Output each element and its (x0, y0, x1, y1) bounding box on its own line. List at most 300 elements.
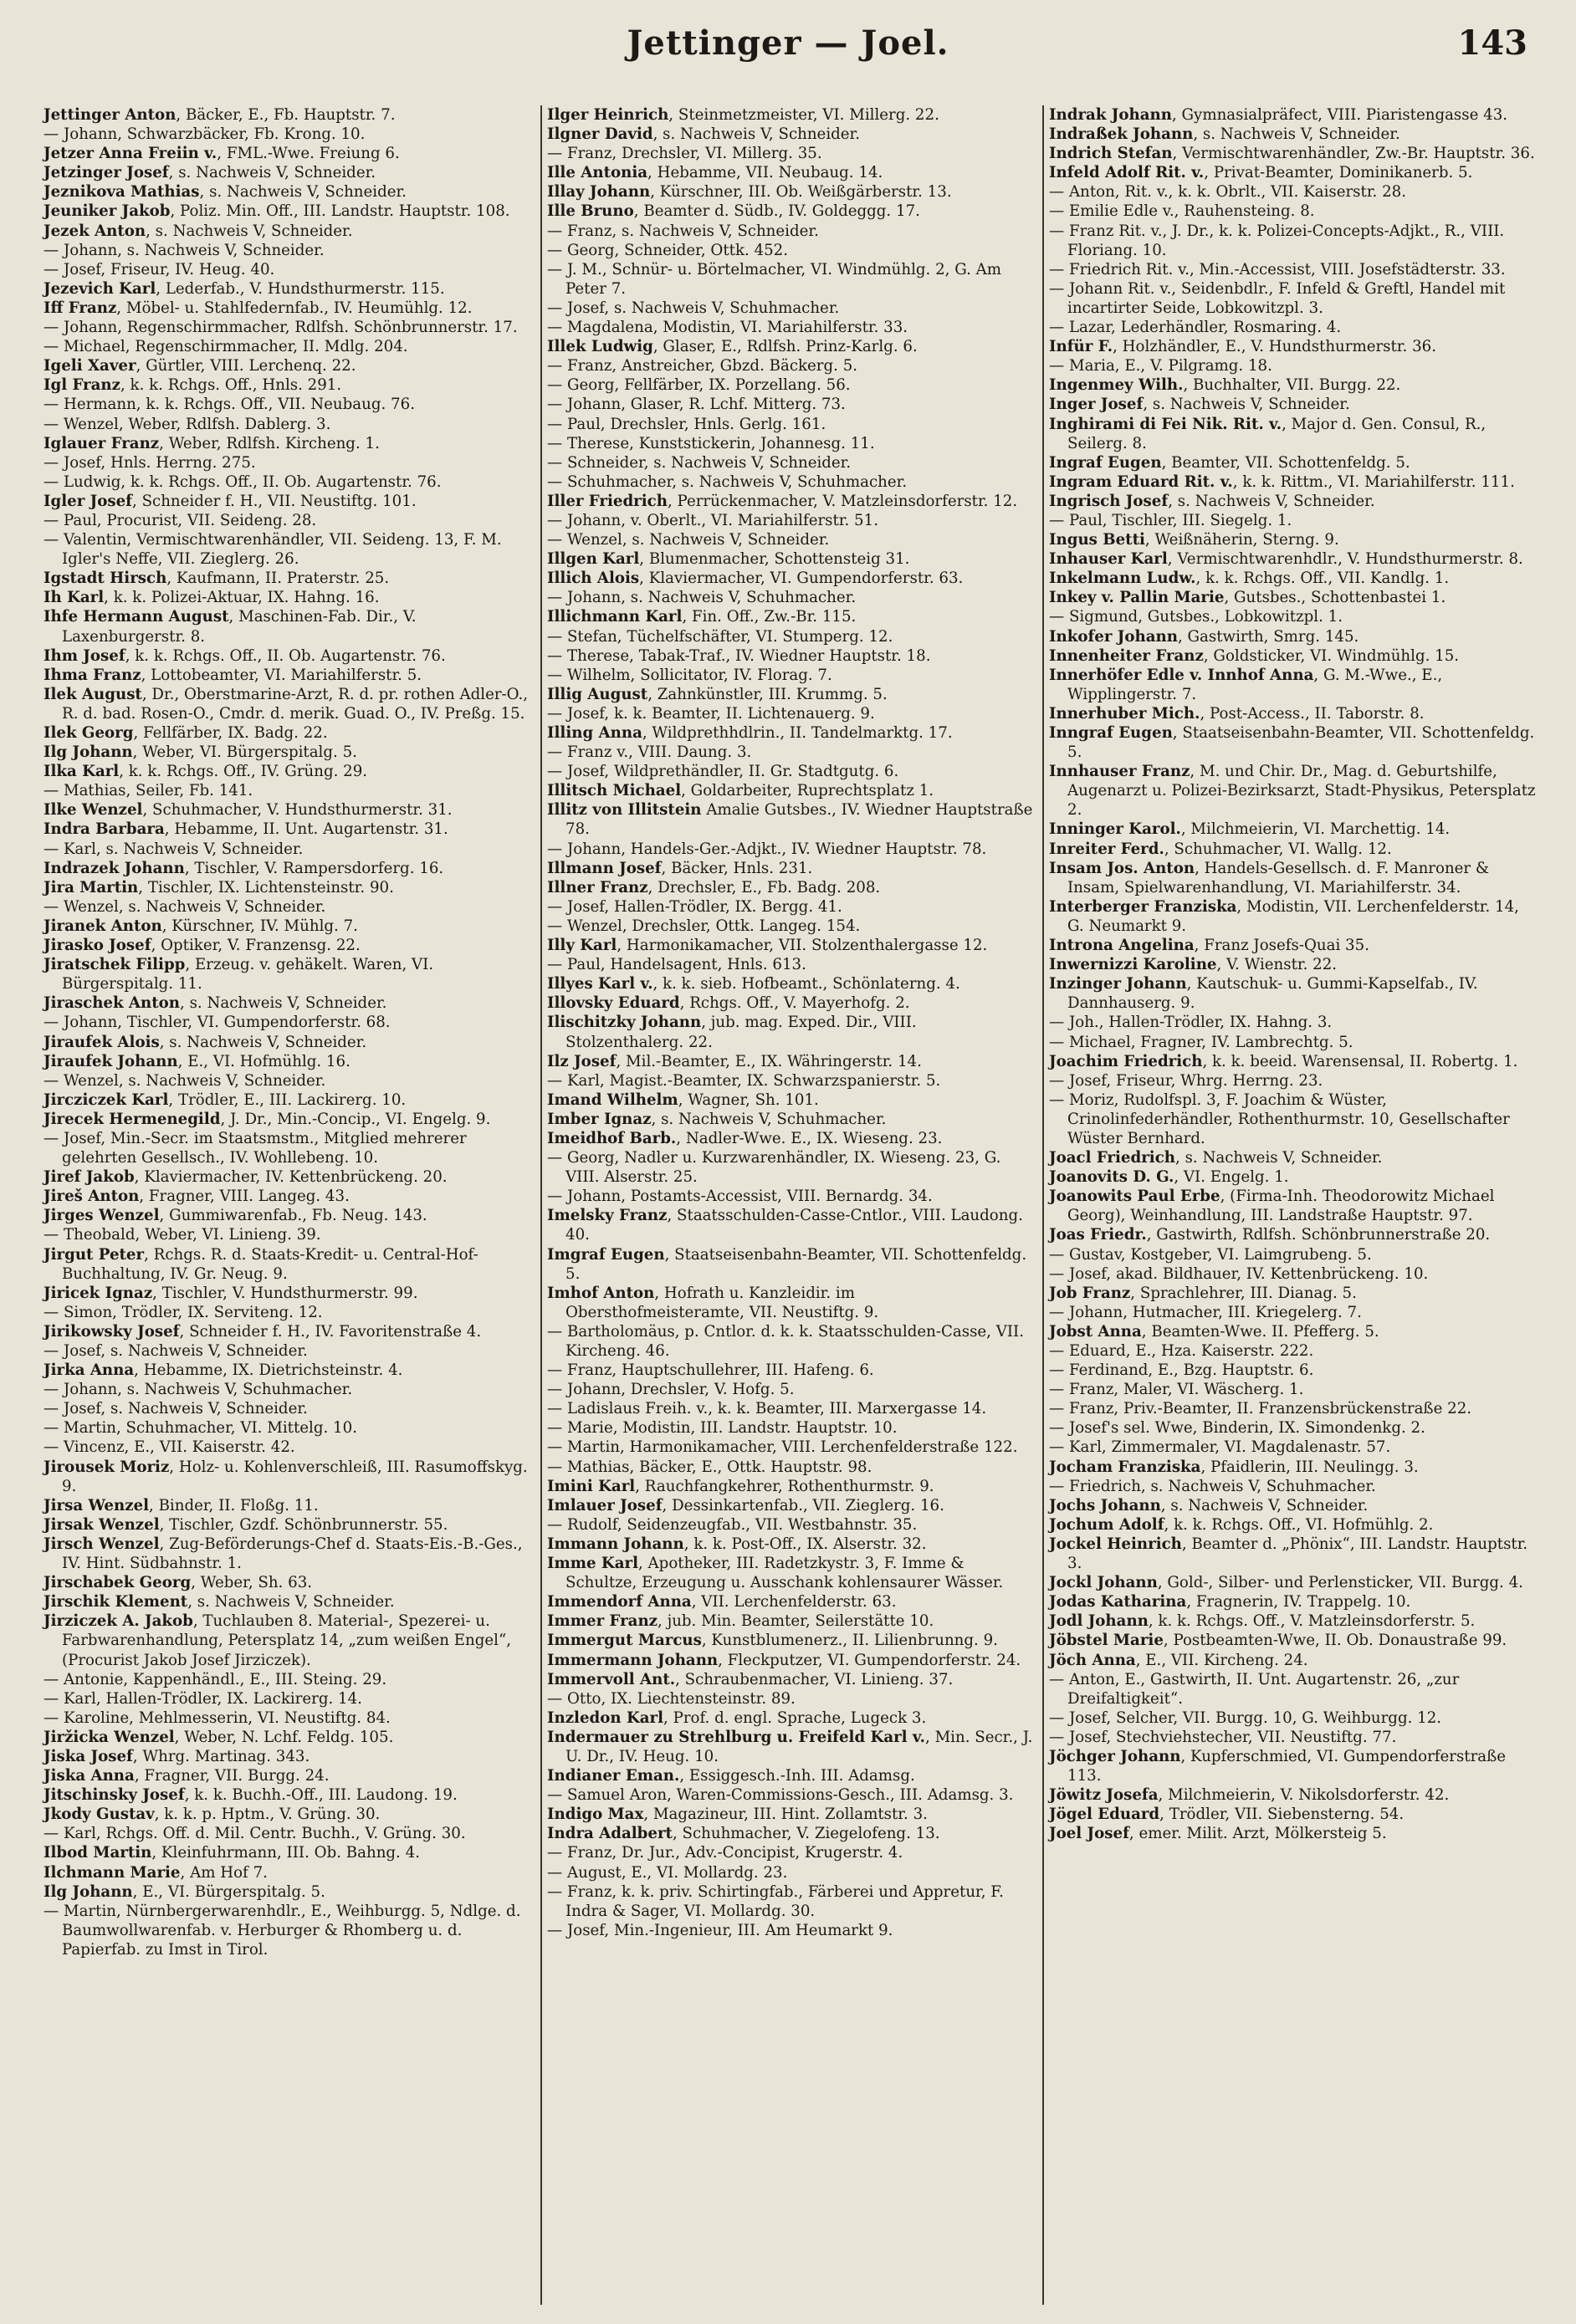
directory-entry (1049, 415, 1536, 453)
directory-entry (1049, 1245, 1536, 1264)
directory-entry (547, 1824, 1034, 1843)
entry-name: Jiref Jakob (43, 1168, 135, 1187)
directory-entry (1049, 105, 1536, 125)
entry-details: , Weber, Rdlfsh. Kircheng. 1. (159, 434, 380, 452)
entry-name: Jezek Anton (43, 222, 146, 240)
directory-entry (1049, 202, 1536, 221)
entry-details: , s. Nachweis V, Schneider. (146, 222, 353, 240)
directory-entry (547, 511, 1034, 530)
entry-details: , Zahnkünstler, III. Krummg. 5. (647, 685, 888, 703)
directory-entry (1049, 356, 1536, 375)
directory-entry (43, 1843, 532, 1862)
entry-details: , Fragner, VIII. Langeg. 43. (139, 1188, 350, 1206)
directory-entry (547, 762, 1034, 781)
entry-details: , Beamten-Wwe. II. Pfefferg. 5. (1141, 1322, 1379, 1341)
directory-entry (547, 434, 1034, 453)
entry-name: Jirgut Peter (43, 1245, 145, 1264)
directory-entry (547, 1535, 1034, 1554)
entry-details: , k. k. Rchgs. Off., II. Ob. Augartenstr. 76. (125, 646, 446, 665)
entry-details: , Fellfärber, IX. Badg. 22. (133, 724, 328, 742)
directory-entry (1049, 840, 1536, 859)
directory-entry (547, 202, 1034, 221)
entry-details: — Josef, s. Nachweis V, Schneider. (43, 1400, 308, 1418)
entry-name: Jiratschek Filipp (43, 956, 186, 974)
directory-entry (43, 1670, 532, 1689)
entry-name: Infür F. (1049, 338, 1113, 356)
directory-entry (1049, 1090, 1536, 1148)
entry-details: — Otto, IX. Liechtensteinstr. 89. (547, 1689, 796, 1708)
entry-name: Igl Franz (43, 376, 120, 395)
entry-details: , Hofrath u. Kanzleidir. im Obersthofmeisteramte, VII. Neustiftg. 9. (565, 1284, 879, 1321)
entry-details: , s. Nachweis V, Schneider. (1143, 396, 1350, 414)
directory-entry (43, 1052, 532, 1071)
entry-name: Inkey v. Pallin Marie (1049, 589, 1225, 607)
directory-entry (1049, 318, 1536, 337)
directory-entry (547, 144, 1034, 163)
entry-details: — Sigmund, Gutsbes., Lobkowitzpl. 1. (1049, 608, 1343, 626)
directory-entry (43, 356, 532, 375)
entry-name: Indermauer zu Strehlburg u. Freifeld Karl v. (547, 1728, 925, 1746)
directory-entry (547, 1515, 1034, 1535)
directory-entry (1049, 646, 1536, 666)
directory-entry (43, 820, 532, 839)
entry-details: , Post-Access., II. Taborstr. 8. (1200, 704, 1425, 723)
column-3 (1042, 105, 1544, 2305)
entry-name: Inninger Karol. (1049, 820, 1181, 839)
entry-name: Ilka Karl (43, 763, 120, 781)
directory-entry (43, 1167, 532, 1187)
directory-entry (1049, 1071, 1536, 1090)
entry-details: , s. Nachweis V, Schneider. (199, 183, 407, 202)
entry-name: Jochum Adolf (1049, 1515, 1164, 1534)
entry-name: Igeli Xaver (43, 357, 136, 375)
entry-name: Illitz von Illitstein (547, 801, 702, 820)
directory-entry (1049, 453, 1536, 472)
directory-entry (547, 781, 1034, 800)
directory-entry (43, 1129, 532, 1167)
directory-entry (1049, 1322, 1536, 1341)
entry-details: , Staatsschulden-Casse-Cntlor., VIII. Laudong. 40. (565, 1207, 1023, 1244)
entry-name: Jocham Franziska (1049, 1458, 1201, 1476)
directory-entry (1049, 375, 1536, 395)
directory-entry (547, 1129, 1034, 1148)
entry-details: — Johann Rit. v., Seidenbdlr., F. Infeld & Greftl, Handel mit incartirter Seide, Lobkowitzpl. 3. (1049, 279, 1506, 317)
directory-entry (547, 241, 1034, 260)
entry-name: Job Franz (1049, 1284, 1131, 1302)
entry-details: — Simon, Trödler, IX. Serviteng. 12. (43, 1303, 323, 1321)
entry-details: — Johann, s. Nachweis V, Schuhmacher. (43, 1381, 353, 1399)
directory-entry (1049, 1515, 1536, 1535)
entry-name: Inkofer Johann (1049, 627, 1178, 646)
entry-name: Imlauer Josef (547, 1496, 663, 1514)
directory-entry (43, 685, 532, 723)
entry-name: Immervoll Ant. (547, 1670, 676, 1688)
entry-details: , Lottobeamter, VI. Mariahilferstr. 5. (141, 666, 422, 684)
entry-details: — Mathias, Seiler, Fb. 141. (43, 782, 253, 800)
entry-name: Jirschabek Georg (43, 1574, 192, 1592)
entry-name: Ilchmann Marie (43, 1863, 181, 1882)
directory-entry (547, 666, 1034, 685)
directory-entry (1049, 1284, 1536, 1303)
directory-entry (547, 1477, 1034, 1496)
directory-entry (43, 878, 532, 897)
entry-name: Jkody Gustav (43, 1806, 155, 1824)
entry-details: — Stefan, Tüchelfschäfter, VI. Stumperg. 12. (547, 627, 893, 646)
directory-entry (43, 299, 532, 318)
entry-details: , s. Nachweis V, Schneider. (1175, 1149, 1383, 1167)
entry-name: Jodl Johann (1049, 1612, 1149, 1631)
directory-entry (43, 1303, 532, 1322)
entry-name: Jockel Heinrich (1049, 1535, 1182, 1553)
entry-details: , Postbeamten-Wwe, II. Ob. Donaustraße 99. (1163, 1632, 1507, 1650)
entry-details: , k. k. Post-Off., IX. Alserstr. 32. (683, 1535, 927, 1553)
entry-details: , Weber, Sh. 63. (191, 1574, 313, 1592)
entry-name: Jöwitz Josefa (1049, 1786, 1159, 1805)
directory-entry (547, 897, 1034, 917)
entry-details: — Bartholomäus, p. Cntlor. d. k. k. Staatsschulden-Casse, VII. Kircheng. 46. (547, 1322, 1025, 1360)
directory-entry (43, 1709, 532, 1728)
entry-name: Ilek Georg (43, 724, 134, 742)
directory-entry (43, 182, 532, 202)
entry-details: — Gustav, Kostgeber, VI. Laimgrubeng. 5. (1049, 1245, 1372, 1264)
directory-entry (547, 800, 1034, 839)
entry-name: Indrak Johann (1049, 106, 1172, 124)
directory-entry (547, 1438, 1034, 1457)
directory-entry (43, 955, 532, 993)
directory-entry (43, 453, 532, 472)
entry-name: Jiricek Ignaz (43, 1284, 153, 1302)
directory-entry (43, 511, 532, 530)
directory-entry (43, 1592, 532, 1611)
directory-entry (1049, 1187, 1536, 1225)
entry-details: , Hebamme, II. Unt. Augartenstr. 31. (164, 820, 448, 839)
entry-details: — Josef, Hallen-Trödler, IX. Bergg. 41. (547, 897, 842, 916)
directory-entry (43, 1361, 532, 1380)
entry-name: Ingram Eduard Rit. v. (1049, 472, 1233, 491)
directory-entry (547, 704, 1034, 723)
entry-details: , J. Dr., Min.-Concip., VI. Engelg. 9. (220, 1110, 491, 1128)
entry-details: , Buchhalter, VII. Burgg. 22. (1183, 376, 1401, 395)
directory-entry (43, 781, 532, 800)
directory-entry (43, 859, 532, 878)
entry-details: , Apotheker, III. Radetzkystr. 3, F. Imme & Schultze, Erzeugung u. Ausschank kohlensaurer Wässer. (565, 1555, 1004, 1592)
directory-entry (547, 1284, 1034, 1322)
entry-name: Illovsky Eduard (547, 994, 680, 1013)
directory-entry (547, 1052, 1034, 1071)
entry-details: , Blumenmacher, Schottensteig 31. (639, 550, 910, 569)
directory-entry (1049, 395, 1536, 414)
entry-details: — Moriz, Rudolfspl. 3, F. Joachim & Wüster, Crinolinfederhändler, Rothenthurmstr. 10, Gesellschafter Wüster Bernhard. (1049, 1090, 1510, 1147)
entry-details: — Lazar, Lederhändler, Rosmaring. 4. (1049, 319, 1342, 337)
entry-name: Iller Friedrich (547, 492, 668, 510)
entry-name: Imand Wilhelm (547, 1090, 678, 1109)
entry-name: Illichmann Karl (547, 608, 683, 626)
entry-name: Joachim Friedrich (1049, 1052, 1203, 1070)
entry-details: — Franz, Drechsler, VI. Millerg. 35. (547, 145, 822, 163)
entry-details: , Am Hof 7. (180, 1863, 268, 1882)
directory-entry (43, 1573, 532, 1592)
directory-entry (1049, 607, 1536, 626)
entry-details: , Möbel- u. Stahlfedernfab., IV. Heumühlg. 12. (116, 299, 473, 317)
directory-entry (43, 840, 532, 859)
directory-entry (1049, 723, 1536, 762)
entry-details: — Martin, Harmonikamacher, VIII. Lerchenfelderstraße 122. (547, 1438, 1018, 1457)
directory-entry (1049, 549, 1536, 569)
directory-entry (547, 125, 1034, 144)
entry-details: , k. k. Rchgs. Off., IV. Grüng. 29. (119, 763, 368, 781)
entry-details: — Josef, Hnls. Herrng. 275. (43, 453, 256, 472)
entry-details: , Harmonikamacher, VII. Stolzenthalergasse 12. (617, 937, 988, 955)
entry-name: Inhauser Karl (1049, 550, 1168, 569)
directory-entry (43, 1399, 532, 1418)
entry-name: Ille Antonia (547, 164, 648, 182)
entry-details: , s. Nachweis V, Schneider. (168, 164, 376, 182)
directory-entry (547, 1187, 1034, 1206)
directory-entry (547, 1148, 1034, 1187)
directory-entry (547, 318, 1034, 337)
column-1 (38, 105, 540, 2305)
entry-details: , Gutsbes., Schottenbastei 1. (1224, 589, 1446, 607)
directory-entry (547, 1863, 1034, 1882)
directory-entry (547, 1418, 1034, 1438)
entry-details: — Josef, Min.-Secr. im Staatsmstm., Mitglied mehrerer gelehrten Gesellsch., IV. Wohllebeng. 10. (43, 1129, 467, 1167)
entry-details: , Tischler, IX. Lichtensteinstr. 90. (138, 878, 394, 896)
directory-entry (1049, 222, 1536, 260)
directory-entry (1049, 492, 1536, 511)
directory-entry (43, 241, 532, 260)
entry-details: — Rudolf, Seidenzeugfab., VII. Westbahnstr. 35. (547, 1515, 918, 1534)
directory-entry (547, 299, 1034, 318)
entry-name: Jiranek Anton (43, 917, 162, 935)
entry-name: Ilek August (43, 685, 142, 703)
directory-entry (1049, 1341, 1536, 1361)
directory-entry (1049, 260, 1536, 279)
entry-details: , Goldsticker, VI. Windmühlg. 15. (1203, 646, 1460, 665)
directory-entry (547, 1921, 1034, 1940)
entry-details: — Josef, akad. Bildhauer, IV. Kettenbrückeng. 10. (1049, 1264, 1429, 1283)
directory-entry (547, 337, 1034, 356)
entry-name: Interberger Franziska (1049, 897, 1237, 916)
directory-entry (43, 222, 532, 241)
directory-entry (43, 472, 532, 492)
entry-name: Jögel Eduard (1049, 1806, 1160, 1824)
directory-entry (1049, 163, 1536, 182)
directory-entry (43, 337, 532, 356)
entry-details: — Ferdinand, E., Bzg. Hauptstr. 6. (1049, 1361, 1314, 1380)
entry-details: , Holz- u. Kohlenverschleiß, III. Rasumoffskyg. 9. (62, 1458, 528, 1495)
entry-details: , Weißnäherin, Sterng. 9. (1144, 531, 1339, 549)
entry-name: Joas Friedr. (1049, 1226, 1147, 1244)
directory-entry (547, 627, 1034, 646)
directory-entry (43, 1013, 532, 1032)
entry-name: Jitschinsky Josef (43, 1786, 185, 1805)
entry-details: — Eduard, E., Hza. Kaiserstr. 222. (1049, 1342, 1314, 1360)
entry-details: , Min. Secr., J. U. Dr., IV. Heug. 10. (565, 1728, 1033, 1765)
entry-details: , Beamter d. Südb., IV. Goldeggg. 17. (633, 202, 920, 221)
directory-entry (547, 1090, 1034, 1110)
directory-entry (547, 685, 1034, 704)
entry-name: Indianer Eman. (547, 1767, 680, 1785)
entry-details: — Johann, Schwarzbäcker, Fb. Krong. 10. (43, 125, 366, 144)
entry-details: — Mathias, Bäcker, E., Ottk. Hauptstr. 98. (547, 1458, 872, 1476)
entry-details: , k. k. Rchgs. Off., VI. Hofmühlg. 2. (1164, 1515, 1434, 1534)
directory-entry (547, 1631, 1034, 1650)
entry-name: Illay Johann (547, 183, 651, 202)
directory-entry (43, 1418, 532, 1438)
entry-name: Ilger Heinrich (547, 106, 669, 124)
entry-name: Imelsky Franz (547, 1207, 668, 1225)
entry-name: Inngraf Eugen (1049, 724, 1173, 742)
entry-details: — Wenzel, s. Nachweis V, Schneider. (43, 1071, 326, 1090)
entry-details: — Josef, k. k. Beamter, II. Lichtenauerg. 9. (547, 704, 875, 723)
directory-entry (547, 1651, 1034, 1670)
entry-details: — Johann, Regenschirmmacher, Rdlfsh. Schönbrunnerstr. 17. (43, 319, 518, 337)
entry-details: , Goldarbeiter, Ruprechtsplatz 1. (681, 782, 934, 800)
entry-details: — Joh., Hallen-Trödler, IX. Hahng. 3. (1049, 1014, 1333, 1032)
directory-entry (1049, 1438, 1536, 1457)
entry-details: — Franz, k. k. priv. Schirtingfab., Färberei und Appretur, F. Indra & Sager, VI. Mollardg. 30. (547, 1882, 1004, 1920)
entry-details: , s. Nachweis V, Schneider. (652, 125, 861, 144)
directory-entry (1049, 1573, 1536, 1592)
entry-details: — Anton, Rit. v., k. k. Obrlt., VII. Kaiserstr. 28. (1049, 183, 1407, 202)
directory-entry (43, 375, 532, 395)
directory-entry (1049, 144, 1536, 163)
entry-details: , Holzhändler, E., V. Hundsthurmerstr. 36. (1113, 338, 1436, 356)
entry-details: — Schuhmacher, s. Nachweis V, Schuhmacher. (547, 472, 908, 491)
directory-entry (43, 1535, 532, 1573)
directory-entry (547, 936, 1034, 955)
entry-name: Inghirami di Fei Nik. Rit. v. (1049, 415, 1282, 433)
directory-entry (1049, 1225, 1536, 1244)
entry-details: , Mil.-Beamter, E., IX. Währingerstr. 14. (616, 1052, 922, 1070)
entry-details: — J. M., Schnür- u. Börtelmacher, VI. Windmühlg. 2, G. Am Peter 7. (547, 260, 1002, 298)
directory-entry (43, 260, 532, 279)
entry-details: , emer. Milit. Arzt, Mölkersteig 5. (1128, 1825, 1387, 1843)
entry-details: , Nadler-Wwe. E., IX. Wieseng. 23. (676, 1129, 943, 1147)
entry-details: , Franz Josefs-Quai 35. (1194, 937, 1369, 955)
entry-details: , Vermischtwarenhändler, Zw.-Br. Hauptstr. 36. (1172, 145, 1535, 163)
entry-name: Inger Josef (1049, 396, 1144, 414)
entry-details: — August, E., VI. Mollardg. 23. (547, 1863, 788, 1882)
entry-details: — Anton, E., Gastwirth, II. Unt. Augartenstr. 26, „zur Dreifaltigkeit“. (1049, 1670, 1460, 1708)
entry-details: , k. k. sieb. Hofbeamt., Schönlaterng. 4. (652, 975, 960, 993)
directory-entry (1049, 1052, 1536, 1071)
entry-name: Jöbstel Marie (1049, 1632, 1164, 1650)
directory-entry (547, 492, 1034, 511)
directory-entry (1049, 1303, 1536, 1322)
entry-details: , Gastwirth, Rdlfsh. Schönbrunnerstraße 20. (1146, 1226, 1491, 1244)
entry-details: — Franz, s. Nachweis V, Schneider. (547, 222, 819, 240)
directory-entry (43, 530, 532, 569)
entry-details: , Gold-, Silber- und Perlensticker, VII. Burgg. 4. (1157, 1574, 1523, 1592)
entry-details: — Ludwig, k. k. Rchgs. Off., II. Ob. Augartenstr. 76. (43, 472, 442, 491)
entry-details: — Therese, Tabak-Traf., IV. Wiedner Hauptstr. 18. (547, 646, 931, 665)
directory-entry (1049, 1785, 1536, 1805)
directory-entry (1049, 1592, 1536, 1611)
directory-entry (1049, 511, 1536, 530)
entry-details: — Johann, Drechsler, V. Hofg. 5. (547, 1381, 795, 1399)
entry-details: , Hebamme, VII. Neubaug. 14. (647, 164, 883, 182)
entry-name: Jettinger Anton (43, 106, 177, 124)
directory-entry (1049, 1033, 1536, 1052)
entry-details: — Franz Rit. v., J. Dr., k. k. Polizei-Concepts-Adjkt., R., VIII. Floriang. 10. (1049, 222, 1505, 259)
directory-entry (547, 1206, 1034, 1244)
entry-details: , Sprachlehrer, III. Dianag. 5. (1130, 1284, 1357, 1302)
entry-name: Jiska Anna (43, 1767, 135, 1785)
directory-entry (43, 1380, 532, 1399)
directory-entry (1049, 1728, 1536, 1747)
entry-details: — Franz, Priv.-Beamter, II. Franzensbrückenstraße 22. (1049, 1400, 1472, 1418)
directory-entry (547, 1709, 1034, 1728)
entry-details: — Paul, Procurist, VII. Seideng. 28. (43, 511, 317, 529)
entry-details: , k. k. Rchgs. Off., V. Matzleinsdorferstr. 5. (1148, 1612, 1476, 1631)
entry-details: , Kaufmann, II. Praterstr. 25. (166, 570, 390, 588)
entry-name: Jirasko Josef (43, 937, 151, 955)
entry-details: , E., VII. Kircheng. 24. (1135, 1651, 1308, 1669)
directory-entry (547, 607, 1034, 626)
entry-name: Illek Ludwig (547, 338, 653, 356)
directory-entry (547, 375, 1034, 395)
directory-entry (43, 1515, 532, 1535)
entry-details: , Prof. d. engl. Sprache, Lugeck 3. (663, 1709, 927, 1727)
entry-details: , s. Nachweis V, Schneider. (1193, 125, 1400, 144)
entry-details: — Josef, Friseur, Whrg. Herrng. 23. (1049, 1071, 1323, 1090)
entry-details: — Paul, Drechsler, Hnls. Gerlg. 161. (547, 415, 826, 433)
entry-name: Indra Barbara (43, 820, 165, 839)
directory-entry (547, 1785, 1034, 1805)
entry-details: , Schuhmacher, VI. Wallg. 12. (1164, 840, 1392, 858)
entry-details: , k. k. Rchgs. Off., VII. Kandlg. 1. (1195, 570, 1450, 588)
entry-name: Jetzer Anna Freiin v. (43, 145, 217, 163)
entry-details: — Magdalena, Modistin, VI. Mariahilferstr. 33. (547, 319, 908, 337)
entry-details: , E., VI. Bürgerspitalg. 5. (132, 1882, 325, 1901)
entry-details: — Friedrich Rit. v., Min.-Accessist, VIII. Josefstädterstr. 33. (1049, 260, 1506, 278)
entry-details: , Fin. Off., Zw.-Br. 115. (682, 608, 857, 626)
directory-entry (1049, 1611, 1536, 1631)
directory-entry (547, 1013, 1034, 1051)
entry-name: Illy Karl (547, 937, 617, 955)
entry-details: , Binder, II. Floßg. 11. (149, 1496, 319, 1514)
entry-name: Ilischitzky Johann (547, 1014, 702, 1032)
entry-details: — Schneider, s. Nachweis V, Schneider. (547, 453, 852, 472)
directory-entry (547, 1496, 1034, 1515)
directory-entry (43, 105, 532, 125)
entry-name: Indra Adalbert (547, 1825, 673, 1843)
directory-entry (547, 395, 1034, 414)
entry-details: — Hermann, k. k. Rchgs. Off., VII. Neubaug. 76. (43, 396, 415, 414)
directory-entry (547, 1882, 1034, 1921)
entry-details: , Bäcker, Hnls. 231. (661, 859, 813, 877)
entry-details: — Franz, Anstreicher, Gbzd. Bäckerg. 5. (547, 357, 858, 375)
entry-name: Immer Franz (547, 1612, 658, 1631)
directory-entry (43, 607, 532, 646)
entry-name: Innhauser Franz (1049, 763, 1190, 781)
entry-name: Jeznikova Mathias (43, 183, 200, 202)
directory-entry (547, 1245, 1034, 1284)
entry-details: — Theobald, Weber, VI. Linieng. 39. (43, 1226, 321, 1244)
entry-details: — Johann, Hutmacher, III. Kriegelerg. 7. (1049, 1303, 1362, 1321)
directory-entry (547, 743, 1034, 762)
directory-entry (1049, 1399, 1536, 1418)
entry-details: — Emilie Edle v., Rauhensteing. 8. (1049, 202, 1315, 221)
entry-details: , Klaviermacher, IV. Kettenbrückeng. 20. (134, 1168, 448, 1187)
directory-entry (547, 1458, 1034, 1477)
directory-entry (1049, 859, 1536, 897)
directory-entry (1049, 666, 1536, 704)
entry-details: , Tischler, V. Rampersdorferg. 16. (184, 859, 444, 877)
entry-details: , Rchgs. Off., V. Mayerhofg. 2. (679, 994, 910, 1013)
directory-entry (43, 1728, 532, 1747)
